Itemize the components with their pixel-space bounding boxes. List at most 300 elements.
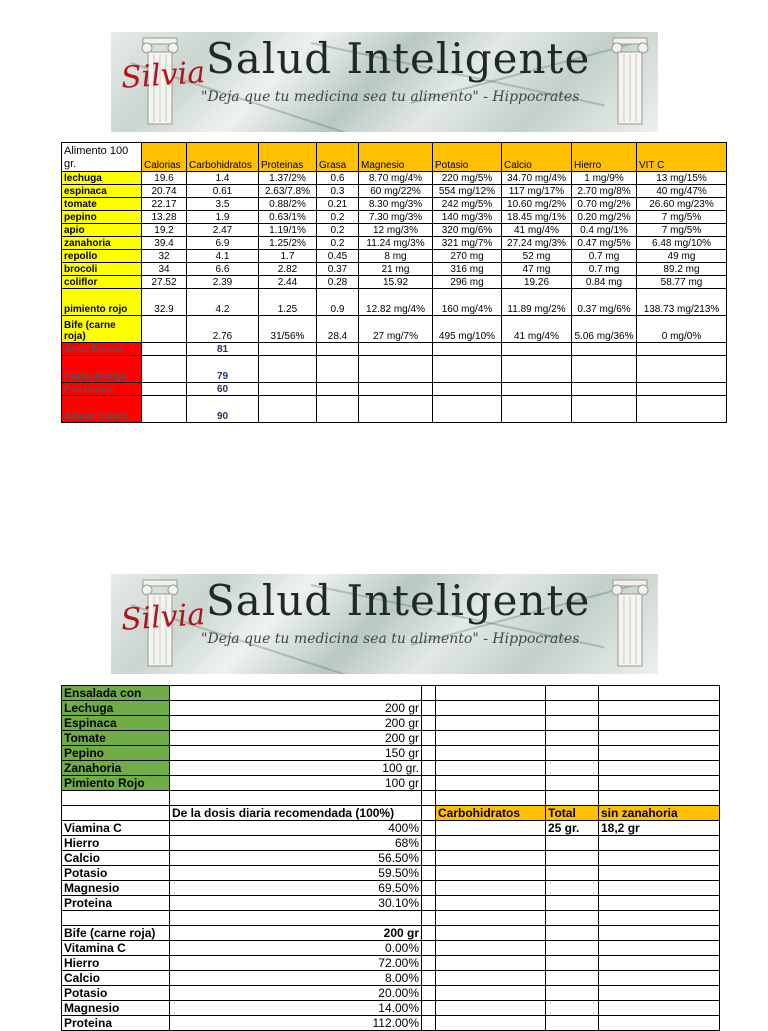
- empty-cell: [572, 356, 637, 383]
- empty-cell: [599, 911, 720, 926]
- table-row: [62, 926, 720, 941]
- empty-cell: [546, 911, 599, 926]
- empty-cell: [422, 986, 436, 1001]
- empty-cell: [433, 356, 502, 383]
- salad-item: Espinaca: [62, 716, 170, 731]
- empty-cell: [546, 851, 599, 866]
- nutrient-pct: 112.00%: [170, 1016, 422, 1031]
- food-name: Pan blanco: [62, 383, 142, 396]
- nutrient-value: 12.82 mg/4%: [359, 289, 433, 316]
- table-row: [62, 821, 720, 836]
- table-row: [62, 896, 720, 911]
- nutrient-value: 1.37/2%: [259, 172, 317, 185]
- summary-table: [61, 685, 720, 1031]
- empty-cell: [62, 911, 170, 926]
- food-name: espinaca: [62, 185, 142, 198]
- empty-cell: [422, 776, 436, 791]
- empty-cell: [599, 731, 720, 746]
- column-header: VIT C: [637, 143, 727, 172]
- nutrient-value: 320 mg/6%: [433, 224, 502, 237]
- salad-qty: 100 gr: [170, 776, 422, 791]
- salad-item: Pepino: [62, 746, 170, 761]
- nutrient-value: 2.44: [259, 276, 317, 289]
- table-row: [62, 746, 720, 761]
- empty-cell: [546, 956, 599, 971]
- empty-cell: [599, 971, 720, 986]
- nutrient-value: 26.60 mg/23%: [637, 198, 727, 211]
- table-row: [62, 791, 720, 806]
- empty-cell: [599, 1016, 720, 1031]
- food-name: Arroz Blanco: [62, 343, 142, 356]
- empty-cell: [546, 791, 599, 806]
- empty-cell: [436, 986, 546, 1001]
- nutrient-value: 316 mg: [433, 263, 502, 276]
- nutrient-pct: 30.10%: [170, 896, 422, 911]
- nutrient-value: 1.7: [259, 250, 317, 263]
- nutrient-pct: 72.00%: [170, 956, 422, 971]
- salad-item: Pimiento Rojo: [62, 776, 170, 791]
- empty-cell: [433, 343, 502, 356]
- salad-item: Zanahoria: [62, 761, 170, 776]
- nutrient-value: 554 mg/12%: [433, 185, 502, 198]
- signature: Silvia: [119, 55, 207, 96]
- empty-cell: [599, 776, 720, 791]
- empty-cell: [422, 716, 436, 731]
- table-row: [62, 289, 727, 316]
- empty-cell: [359, 396, 433, 423]
- empty-cell: [142, 356, 187, 383]
- nutrient-value: 138.73 mg/213%: [637, 289, 727, 316]
- food-name: Azucar blanco: [62, 396, 142, 423]
- nutrient-pct: 68%: [170, 836, 422, 851]
- nutrient-value: 31/56%: [259, 316, 317, 343]
- empty-cell: [433, 383, 502, 396]
- column-header: Calcio: [502, 143, 572, 172]
- empty-cell: [422, 941, 436, 956]
- nutrient-value: 1.19/1%: [259, 224, 317, 237]
- table-row: [62, 316, 727, 343]
- empty-cell: [436, 851, 546, 866]
- nutrient-value: 7.30 mg/3%: [359, 211, 433, 224]
- empty-cell: [422, 851, 436, 866]
- empty-cell: [422, 926, 436, 941]
- empty-cell: [502, 356, 572, 383]
- nutrient-value: 1 mg/9%: [572, 172, 637, 185]
- column-header: Grasa: [317, 143, 359, 172]
- signature: Silvia: [119, 597, 207, 638]
- nutrient-value: 1.25/2%: [259, 237, 317, 250]
- empty-cell: [436, 746, 546, 761]
- carb-label: Carbohidratos: [436, 806, 546, 821]
- nutrient-value: 0.2: [317, 211, 359, 224]
- empty-cell: [599, 761, 720, 776]
- empty-cell: [546, 776, 599, 791]
- empty-cell: [317, 356, 359, 383]
- table-row: [62, 941, 720, 956]
- nutrient-value: 296 mg: [433, 276, 502, 289]
- nutrient-name: Magnesio: [62, 881, 170, 896]
- glycemic-index: 81: [187, 343, 259, 356]
- empty-cell: [422, 836, 436, 851]
- nutrient-name: Proteina: [62, 896, 170, 911]
- nutrient-name: Hierro: [62, 836, 170, 851]
- empty-cell: [359, 356, 433, 383]
- nutrient-pct: 69.50%: [170, 881, 422, 896]
- nutrient-value: 15.92: [359, 276, 433, 289]
- table-row: [62, 237, 727, 250]
- nutrient-value: 0.9: [317, 289, 359, 316]
- nutrient-value: 32: [142, 250, 187, 263]
- empty-cell: [572, 396, 637, 423]
- nutrient-value: 0.88/2%: [259, 198, 317, 211]
- nutrient-value: 22.17: [142, 198, 187, 211]
- nutrient-value: 27 mg/7%: [359, 316, 433, 343]
- food-name: tomate: [62, 198, 142, 211]
- empty-cell: [546, 971, 599, 986]
- nutrient-value: 58.77 mg: [637, 276, 727, 289]
- table-row: [62, 881, 720, 896]
- column-header: Potasio: [433, 143, 502, 172]
- table-row: [62, 986, 720, 1001]
- table-row: [62, 716, 720, 731]
- column-header: Alimento 100 gr.: [62, 143, 142, 172]
- empty-cell: [599, 866, 720, 881]
- column-header: Carbohidratos: [187, 143, 259, 172]
- empty-cell: [599, 881, 720, 896]
- empty-cell: [436, 701, 546, 716]
- table-row: [62, 851, 720, 866]
- table-row: [62, 343, 727, 356]
- empty-cell: [422, 791, 436, 806]
- nutrient-value: 39.4: [142, 237, 187, 250]
- nutrition-table: [61, 142, 727, 423]
- empty-cell: [599, 926, 720, 941]
- salad-title: Ensalada con: [62, 686, 170, 701]
- nutrient-pct: 20.00%: [170, 986, 422, 1001]
- nutrient-value: 27.24 mg/3%: [502, 237, 572, 250]
- bife-qty: 200 gr: [170, 926, 422, 941]
- nutrient-name: Potasio: [62, 866, 170, 881]
- nutrient-value: 19.2: [142, 224, 187, 237]
- empty-cell: [637, 383, 727, 396]
- empty-cell: [422, 971, 436, 986]
- table-header-row: [62, 143, 727, 172]
- nutrient-value: 0.63/1%: [259, 211, 317, 224]
- banner-title: Salud Inteligente: [206, 576, 591, 625]
- table-row: [62, 1016, 720, 1031]
- empty-cell: [422, 806, 436, 821]
- empty-cell: [436, 896, 546, 911]
- table-row: [62, 172, 727, 185]
- nutrient-value: 89.2 mg: [637, 263, 727, 276]
- nutrient-value: 242 mg/5%: [433, 198, 502, 211]
- nutrient-pct: 0.00%: [170, 941, 422, 956]
- banner-title: Salud Inteligente: [206, 34, 591, 83]
- table-row: [62, 836, 720, 851]
- table-row: [62, 224, 727, 237]
- food-name: Pasta de trigo: [62, 356, 142, 383]
- table-row: [62, 250, 727, 263]
- nutrient-value: 0.47 mg/5%: [572, 237, 637, 250]
- empty-cell: [259, 356, 317, 383]
- empty-cell: [546, 941, 599, 956]
- nutrient-name: Hierro: [62, 956, 170, 971]
- nutrient-name: Calcio: [62, 971, 170, 986]
- nutrient-value: 495 mg/10%: [433, 316, 502, 343]
- nutrient-value: 0.2: [317, 224, 359, 237]
- empty-cell: [259, 343, 317, 356]
- empty-cell: [546, 926, 599, 941]
- nutrient-value: 12 mg/3%: [359, 224, 433, 237]
- empty-cell: [546, 836, 599, 851]
- total-label: Total: [546, 806, 599, 821]
- nutrient-value: 47 mg: [502, 263, 572, 276]
- food-name: lechuga: [62, 172, 142, 185]
- header-banner: [111, 32, 658, 132]
- empty-cell: [359, 343, 433, 356]
- empty-cell: [436, 866, 546, 881]
- empty-cell: [546, 716, 599, 731]
- empty-cell: [546, 881, 599, 896]
- empty-cell: [433, 396, 502, 423]
- nutrient-value: 4.1: [187, 250, 259, 263]
- table-row: [62, 776, 720, 791]
- empty-cell: [317, 343, 359, 356]
- empty-cell: [259, 396, 317, 423]
- nutrient-value: 270 mg: [433, 250, 502, 263]
- table-row: [62, 396, 727, 423]
- nutrient-value: 40 mg/47%: [637, 185, 727, 198]
- nutrient-value: 0.3: [317, 185, 359, 198]
- nutrient-value: 34: [142, 263, 187, 276]
- table-row: [62, 971, 720, 986]
- nutrient-value: 6.9: [187, 237, 259, 250]
- nutrient-value: 0.7 mg: [572, 263, 637, 276]
- nutrient-value: 32.9: [142, 289, 187, 316]
- food-name: apio: [62, 224, 142, 237]
- table-row: [62, 956, 720, 971]
- empty-cell: [546, 1001, 599, 1016]
- table-row: [62, 383, 727, 396]
- empty-cell: [637, 396, 727, 423]
- table-row: [62, 198, 727, 211]
- nutrient-value: 0.6: [317, 172, 359, 185]
- nutrient-value: 34.70 mg/4%: [502, 172, 572, 185]
- salad-item: Lechuga: [62, 701, 170, 716]
- table-row: [62, 701, 720, 716]
- nutrient-name: Magnesio: [62, 1001, 170, 1016]
- sin-zanahoria-label: sin zanahoria: [599, 806, 720, 821]
- nutrient-value: 2.63/7.8%: [259, 185, 317, 198]
- nutrient-value: 0.21: [317, 198, 359, 211]
- nutrient-value: 8 mg: [359, 250, 433, 263]
- empty-cell: [436, 791, 546, 806]
- table-row: [62, 866, 720, 881]
- empty-cell: [359, 383, 433, 396]
- nutrient-value: 0.84 mg: [572, 276, 637, 289]
- banner-quote: "Deja que tu medicina sea tu alimento" - Hippocrates: [201, 631, 580, 647]
- empty-cell: [436, 956, 546, 971]
- nutrient-value: 21 mg: [359, 263, 433, 276]
- empty-cell: [599, 746, 720, 761]
- glycemic-index: 90: [187, 396, 259, 423]
- empty-cell: [422, 731, 436, 746]
- empty-cell: [422, 701, 436, 716]
- nutrient-name: Potasio: [62, 986, 170, 1001]
- sin-zanahoria-value: 18,2 gr: [599, 821, 720, 836]
- food-name: repollo: [62, 250, 142, 263]
- empty-cell: [436, 911, 546, 926]
- salad-item: Tomate: [62, 731, 170, 746]
- glycemic-index: 79: [187, 356, 259, 383]
- nutrient-value: 321 mg/7%: [433, 237, 502, 250]
- nutrient-value: 4.2: [187, 289, 259, 316]
- empty-cell: [546, 701, 599, 716]
- nutrient-pct: 59.50%: [170, 866, 422, 881]
- empty-cell: [422, 881, 436, 896]
- empty-cell: [436, 686, 546, 701]
- empty-cell: [317, 396, 359, 423]
- nutrient-pct: 8.00%: [170, 971, 422, 986]
- bife-label: Bife (carne roja): [62, 926, 170, 941]
- nutrient-name: Viamina C: [62, 821, 170, 836]
- nutrient-pct: 400%: [170, 821, 422, 836]
- empty-cell: [436, 836, 546, 851]
- nutrient-value: 19.26: [502, 276, 572, 289]
- glycemic-index: 60: [187, 383, 259, 396]
- table-row: [62, 806, 720, 821]
- empty-cell: [422, 1001, 436, 1016]
- column-icon: [611, 36, 649, 128]
- empty-cell: [170, 791, 422, 806]
- nutrient-value: 52 mg: [502, 250, 572, 263]
- nutrient-value: 0.20 mg/2%: [572, 211, 637, 224]
- empty-cell: [637, 343, 727, 356]
- nutrient-value: 49 mg: [637, 250, 727, 263]
- empty-cell: [572, 383, 637, 396]
- empty-cell: [317, 383, 359, 396]
- empty-cell: [170, 911, 422, 926]
- empty-cell: [259, 383, 317, 396]
- nutrient-value: 1.4: [187, 172, 259, 185]
- table-row: [62, 1001, 720, 1016]
- empty-cell: [637, 356, 727, 383]
- nutrient-value: 140 mg/3%: [433, 211, 502, 224]
- nutrient-value: 2.82: [259, 263, 317, 276]
- nutrient-value: 11.89 mg/2%: [502, 289, 572, 316]
- column-header: Proteinas: [259, 143, 317, 172]
- empty-cell: [502, 343, 572, 356]
- empty-cell: [599, 896, 720, 911]
- salad-qty: 200 gr: [170, 701, 422, 716]
- header-banner: [111, 574, 658, 674]
- salad-qty: 200 gr: [170, 731, 422, 746]
- nutrient-value: 6.48 mg/10%: [637, 237, 727, 250]
- nutrient-value: 7 mg/5%: [637, 224, 727, 237]
- nutrient-value: 0.70 mg/2%: [572, 198, 637, 211]
- nutrient-value: 117 mg/17%: [502, 185, 572, 198]
- nutrient-value: 1.9: [187, 211, 259, 224]
- column-header: Hierro: [572, 143, 637, 172]
- nutrient-pct: 56.50%: [170, 851, 422, 866]
- empty-cell: [546, 746, 599, 761]
- nutrient-value: 8.30 mg/3%: [359, 198, 433, 211]
- table-row: [62, 911, 720, 926]
- nutrient-value: 0.7 mg: [572, 250, 637, 263]
- nutrient-value: 18.45 mg/1%: [502, 211, 572, 224]
- nutrient-value: 0.2: [317, 237, 359, 250]
- banner-quote: "Deja que tu medicina sea tu alimento" - Hippocrates: [201, 89, 580, 105]
- empty-cell: [599, 986, 720, 1001]
- empty-cell: [436, 1001, 546, 1016]
- empty-cell: [422, 896, 436, 911]
- table-row: [62, 356, 727, 383]
- table-row: [62, 686, 720, 701]
- empty-cell: [422, 866, 436, 881]
- nutrient-value: 2.70 mg/8%: [572, 185, 637, 198]
- empty-cell: [142, 396, 187, 423]
- nutrient-value: 1.25: [259, 289, 317, 316]
- empty-cell: [599, 851, 720, 866]
- empty-cell: [546, 1016, 599, 1031]
- nutrient-value: 0.28: [317, 276, 359, 289]
- table-row: [62, 185, 727, 198]
- nutrient-value: 220 mg/5%: [433, 172, 502, 185]
- column-header: Calorias: [142, 143, 187, 172]
- empty-cell: [436, 971, 546, 986]
- empty-cell: [436, 731, 546, 746]
- empty-cell: [436, 926, 546, 941]
- nutrient-value: 41 mg/4%: [502, 224, 572, 237]
- empty-cell: [546, 896, 599, 911]
- nutrient-value: 0.37 mg/6%: [572, 289, 637, 316]
- empty-cell: [62, 806, 170, 821]
- nutrient-value: 5.06 mg/36%: [572, 316, 637, 343]
- nutrient-value: 0.4 mg/1%: [572, 224, 637, 237]
- empty-cell: [599, 956, 720, 971]
- empty-cell: [422, 761, 436, 776]
- table-row: [62, 211, 727, 224]
- empty-cell: [599, 1001, 720, 1016]
- table-row: [62, 731, 720, 746]
- empty-cell: [599, 791, 720, 806]
- nutrient-value: 2.39: [187, 276, 259, 289]
- nutrient-value: 10.60 mg/2%: [502, 198, 572, 211]
- empty-cell: [436, 821, 546, 836]
- empty-cell: [436, 881, 546, 896]
- dosis-label: De la dosis diaria recomendada (100%): [170, 806, 422, 821]
- nutrient-value: 0.37: [317, 263, 359, 276]
- nutrient-value: 2.76: [187, 316, 259, 343]
- nutrient-name: Calcio: [62, 851, 170, 866]
- nutrient-name: Vitamina C: [62, 941, 170, 956]
- nutrient-value: 6.6: [187, 263, 259, 276]
- nutrient-value: 3.5: [187, 198, 259, 211]
- salad-qty: 100 gr.: [170, 761, 422, 776]
- empty-cell: [436, 1016, 546, 1031]
- empty-cell: [422, 686, 436, 701]
- nutrient-value: 0.45: [317, 250, 359, 263]
- empty-cell: [436, 776, 546, 791]
- nutrient-pct: 14.00%: [170, 1001, 422, 1016]
- empty-cell: [422, 746, 436, 761]
- nutrient-value: 20.74: [142, 185, 187, 198]
- empty-cell: [422, 956, 436, 971]
- empty-cell: [546, 761, 599, 776]
- empty-cell: [546, 686, 599, 701]
- nutrient-value: 8.70 mg/4%: [359, 172, 433, 185]
- nutrient-value: 0 mg/0%: [637, 316, 727, 343]
